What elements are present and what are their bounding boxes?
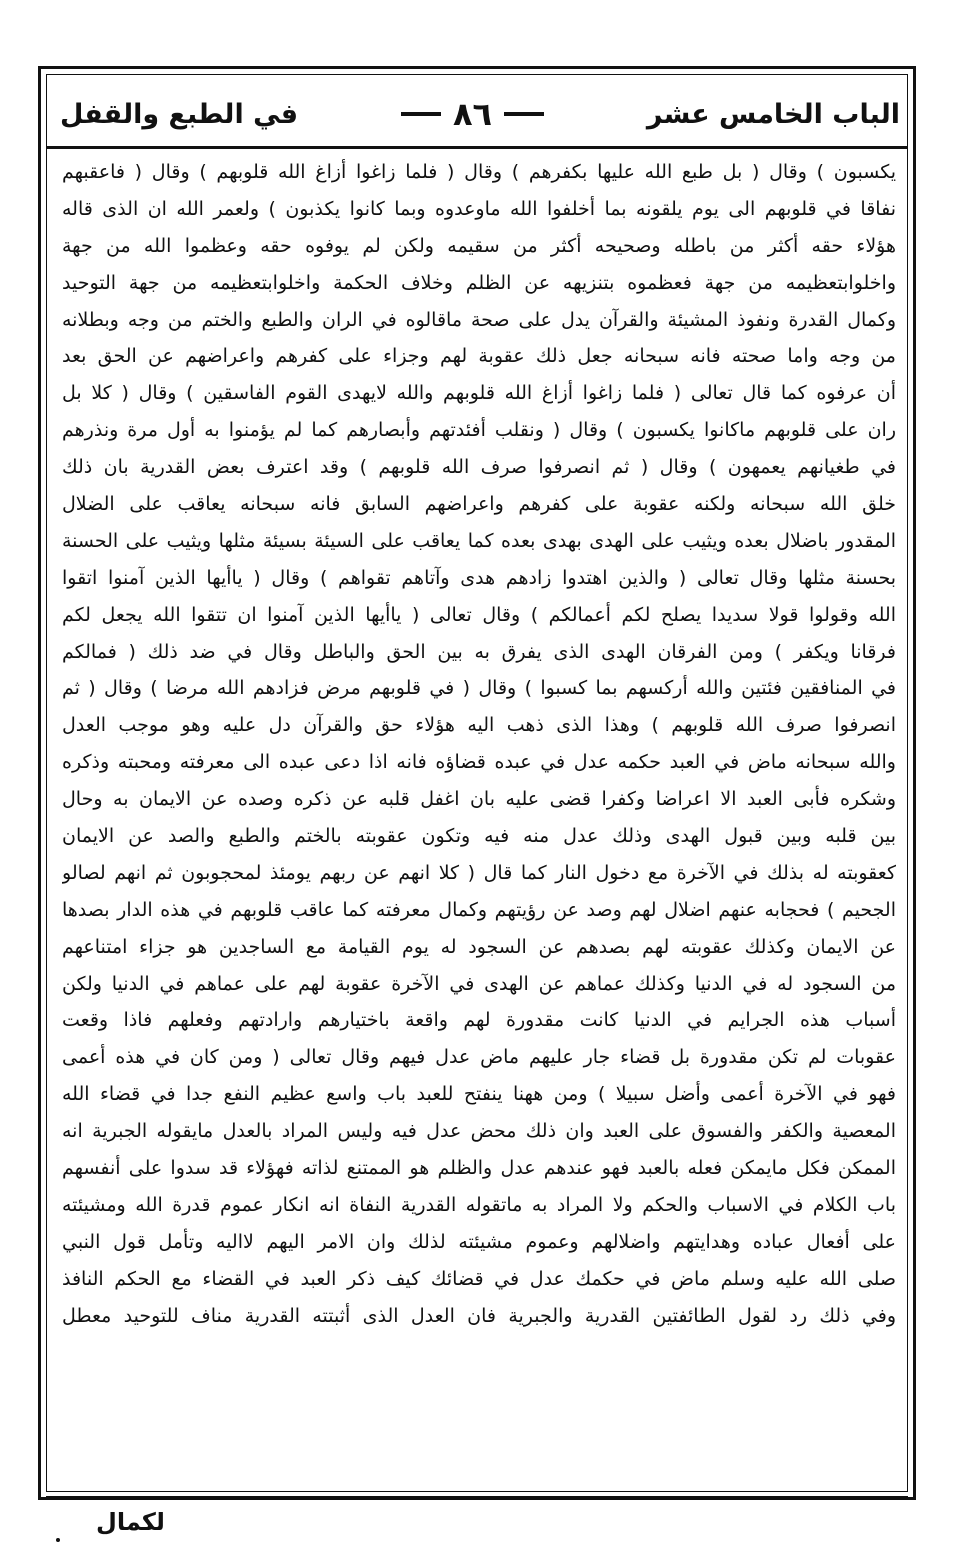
chapter-title: الباب الخامس عشر bbox=[646, 98, 900, 130]
body-line: بين قلبه وبين قبول الهدى وذلك عدل منه فيه وتكون عقوبته بالختم والطبع والصد عن الايمان bbox=[62, 825, 896, 848]
body-line: الجحيم ) فحجابه عنهم اضلال لهم وصد عن رؤيتهم وكمال معرفته كما عاقب قلوبهم في هذه الدار بصدها bbox=[62, 898, 896, 921]
body-line: وكمال القدرة ونفوذ المشيئة والقرآن يدل على صحة ماقالوه في الران والطبع والختم من وجه وبطلانه bbox=[62, 308, 896, 331]
body-line: من السجود له في الدنيا وكذلك عماهم عن الهدى في الآخرة عقوبة لهم على عماهم في الدنيا ولكن bbox=[62, 972, 896, 995]
margin-dot bbox=[56, 1538, 60, 1542]
body-line: والله سبحانه ماض في العبد حكمه عدل في عبده قضاؤه فانه اذا دعى عبده الى معرفته ومحبته وذكره bbox=[62, 751, 896, 774]
body-line: الله وقولوا قولا سديدا يصلح لكم أعمالكم ) وقال تعالى ( ياأيها الذين آمنوا ان تتقوا الله يجعل لكم bbox=[62, 603, 896, 626]
body-line: وفي ذلك رد لقول الطائفتين القدرية والجبرية فان العدل الذى أثبتته القدرية مناف للتوحيد معطل bbox=[62, 1304, 896, 1327]
body-line: من وجه واما صحته فانه سبحانه جعل ذلك عقوبة لهم وجزاء على كفرهم واعراضهم عن الحق بعد bbox=[62, 345, 896, 368]
body-line: الممكن فكل مايمكن فعله بالعبد فهو عندهم عدل والظلم هو الممتنع لذاته فهؤلاء قد سدوا على أنفسهم bbox=[62, 1157, 896, 1180]
body-line: فهو في الآخرة أعمى وأضل سبيلا ) ومن ههنا ينفتح للعبد باب واسع عظيم النفع جدا في قضاء الله bbox=[62, 1083, 896, 1106]
body-line: خلق الله سبحانه ولكنه عقوبة على كفرهم واعراضهم السابق فانه سبحانه يعاقب على الضلال bbox=[62, 493, 896, 516]
body-line: عقوبات لم تكن مقدورة بل قضاء جار عليهم ماض عدل فيهم وقال تعالى ( ومن كان في هذه أعمى bbox=[62, 1046, 896, 1069]
body-line: في طغيانهم يعمهون ) وقال ( ثم انصرفوا صرف الله قلوبهم ) وقد اعترف بعض القدرية بان ذلك bbox=[62, 456, 896, 479]
body-line: وشكره فأبى العبد الا اعراضا وكفرا قضى عليه بان اغفل قلبه عن ذكره وصده عن الايمان به وحال bbox=[62, 788, 896, 811]
body-text bbox=[62, 154, 896, 1484]
dash-right bbox=[401, 112, 441, 116]
body-line: على أفعال عباده وهدايتهم واضلالهم وعموم مشيئته لذلك وان الامر اليهم لااليه وتأمل قول النبي bbox=[62, 1230, 896, 1253]
body-line: يكسبون ) وقال ( بل طبع الله عليها بكفرهم ) وقال ( فلما زاغوا أزاغ الله قلوبهم ) وقال ( فاعقبهم bbox=[62, 161, 896, 183]
section-title: في الطبع والقفل bbox=[60, 98, 299, 130]
body-line: هؤلاء حقه أكثر من باطله وصحيحه أكثر من سقيمه ولكن لم يوفوه حقه وعظموا الله من جهة bbox=[62, 234, 896, 257]
body-line: أسباب هذه الجرايم في الدنيا كانت مقدورة لهم واقعة باختيارهم وارادتهم وفعلهم فاذا وقعت bbox=[62, 1009, 896, 1032]
body-line: المقدور باضلال بعده ويثيب على الهدى بهدى بعده كما يعاقب على السيئة بسيئة مثلها ويثيب على الحسنة bbox=[62, 529, 896, 552]
body-line: المعصية والكفر والفسوق على العبد وان ذلك محض عدل فيه وليس المراد بالعدل مايقوله الجبرية انه bbox=[62, 1120, 896, 1143]
header-rule bbox=[46, 146, 908, 149]
page-number: ٨٦ bbox=[452, 95, 493, 133]
body-line: فرقانا ويكفر ) ومن الفرقان الهدى الذى يفرق به بين الحق والباطل وقال في ضد ذلك ( فمالكم bbox=[62, 640, 896, 663]
body-line: في المنافقين فئتين والله أركسهم بما كسبوا ) وقال ( في قلوبهم مرض فزادهم الله مرضا ) وقال ( ثم bbox=[62, 677, 896, 700]
body-line: صلى الله عليه وسلم ماض في حكمك عدل في قضائك كيف ذكر العبد في القضاء مع الحكم النافذ bbox=[62, 1267, 896, 1290]
page-number-group bbox=[401, 95, 544, 133]
body-line: واخلوابتعظيمه من جهة فعظموه بتنزيهه عن الظلم وخلاف الحكمة واخلوابتعظيمه من جهة التوحيد bbox=[62, 271, 896, 294]
body-line: كعقوبته له بذلك في الآخرة مع دخول النار كما قال ( كلا انهم عن ربهم يومئذ لمحجوبون ثم انهم لصالو bbox=[62, 861, 896, 884]
body-line: أن عرفوه كما قال تعالى ( فلما زاغوا أزاغ الله قلوبهم والله لايهدى القوم الفاسقين ) وقال ( كلا بل bbox=[62, 382, 896, 405]
body-line: ران على قلوبهم ماكانوا يكسبون ) وقال ( ونقلب أفئدتهم وأبصارهم كما لم يؤمنوا به أول مرة ونذرهم bbox=[62, 419, 896, 442]
catchword: لكمال bbox=[96, 1508, 165, 1536]
body-line: بحسنة مثلها وقال تعالى ( والذين اهتدوا زادهم هدى وآتاهم تقواهم ) وقال ( ياأيها الذين آمنوا اتقوا bbox=[62, 566, 896, 589]
footer-rule bbox=[46, 1496, 908, 1499]
body-line: باب الكلام في الاسباب والحكم ولا المراد به ماتقوله القدرية النفاة انه انكار عموم قدرة الله ومشيئته bbox=[62, 1193, 896, 1216]
dash-left bbox=[504, 112, 544, 116]
body-line: عن الايمان وكذلك عقوبته لهم بصدهم عن السجود له يوم القيامة مع الساجدين هو جزاء امتناعهم bbox=[62, 935, 896, 958]
body-line: نفاقا في قلوبهم الى يوم يلقونه بما أخلفوا الله ماوعدوه وبما كانوا يكذبون ) ولعمر الله ان الذى قاله bbox=[62, 197, 896, 220]
page-header bbox=[60, 84, 900, 144]
body-line: انصرفوا صرف الله قلوبهم ) وهذا الذى ذهب اليه هؤلاء حق والقرآن دل عليه وهو موجب العدل bbox=[62, 714, 896, 737]
